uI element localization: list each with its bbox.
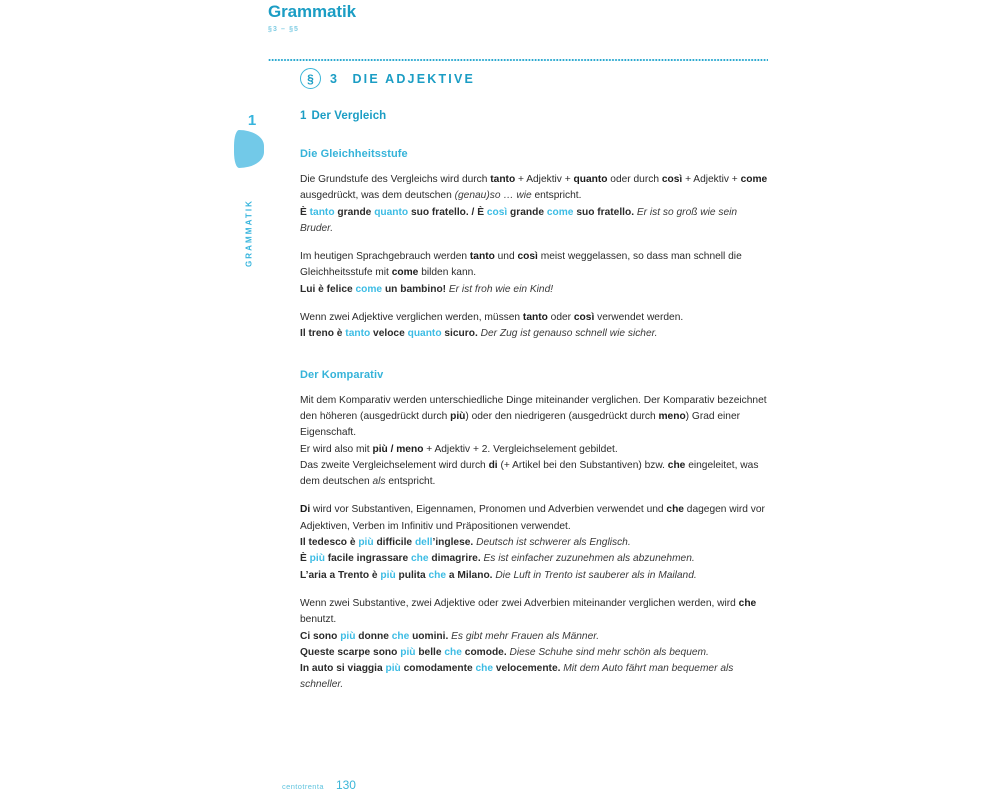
text-run: und xyxy=(494,251,518,263)
example-gleichheitsstufe-1 xyxy=(300,205,770,238)
highlighted-word: più xyxy=(385,663,401,675)
text-run: ) oder den niedrigeren (ausgedrückt durch xyxy=(465,410,659,422)
text-run: a Milano. xyxy=(446,569,496,581)
subsection-heading-gleichheitsstufe: Die Gleichheitsstufe xyxy=(300,148,408,160)
text-run: Wenn zwei Adjektive verglichen werden, müssen xyxy=(300,312,523,324)
highlighted-word: quanto xyxy=(407,328,442,340)
text-run: benutzt. xyxy=(300,614,337,626)
text-run: oder xyxy=(547,312,574,324)
text-run-bold: quanto xyxy=(573,174,608,185)
translation-text: Er ist so groß wie sein Bruder. xyxy=(300,206,738,234)
example-komparativ-6 xyxy=(300,661,770,694)
highlighted-word: che xyxy=(391,630,410,642)
chapter-heading xyxy=(300,68,475,89)
text-run-bold: di xyxy=(488,459,498,471)
text-run: + Adjektiv + xyxy=(515,174,574,185)
footer-page-word: centotrenta xyxy=(282,782,324,791)
text-run: entspricht. xyxy=(531,190,582,202)
paragraph-komparativ-1 xyxy=(300,393,770,442)
highlighted-word: quanto xyxy=(374,206,409,218)
side-tab-label-wrap xyxy=(232,178,266,288)
paragraph-gleichheitsstufe-2 xyxy=(300,249,770,282)
text-run: meist weggelassen, so dass man schnell die Gleichheitsstufe mit xyxy=(300,251,742,279)
text-run: Er wird also mit xyxy=(300,443,373,455)
translation-text: Es gibt mehr Frauen als Männer. xyxy=(451,630,600,642)
text-run: (+ Artikel bei den Substantiven) bzw. xyxy=(497,459,668,471)
highlighted-word: così xyxy=(486,206,508,218)
text-run-bold: meno xyxy=(396,443,424,455)
text-run-bold: / xyxy=(387,443,397,455)
translation-text: Diese Schuhe sind mehr schön als bequem. xyxy=(509,646,709,658)
text-run: velocemente. xyxy=(493,663,564,675)
text-run: Mit dem Komparativ werden unterschiedliche Dinge miteinander verglichen. Der Komparativ bezeichnet den höheren (ausgedrückt durch xyxy=(300,394,767,422)
paragraph-gleichheitsstufe-1 xyxy=(300,172,770,205)
text-run: Il treno è xyxy=(300,328,346,340)
text-run: suo fratello. xyxy=(573,206,637,218)
text-run: oder durch xyxy=(607,174,662,185)
dotted-divider xyxy=(268,59,768,61)
highlighted-word: più xyxy=(400,646,416,658)
text-run: facile ingrassare xyxy=(324,553,411,565)
translation-text: Mit dem Auto fährt man bequemer als schneller. xyxy=(300,663,734,691)
paragraph-komparativ-2 xyxy=(300,442,770,458)
text-run: sicuro. xyxy=(441,328,481,340)
page-title: Grammatik xyxy=(268,2,356,21)
example-komparativ-2 xyxy=(300,551,770,567)
text-run: dagegen wird vor Adjektiven, Verben im Infinitiv und Präpositionen verwendet. xyxy=(300,504,765,532)
text-run: dimagrire. xyxy=(428,553,484,565)
subsection-heading-komparativ: Der Komparativ xyxy=(300,368,384,381)
chapter-number: 3 xyxy=(330,71,338,86)
highlighted-word: dell xyxy=(414,537,433,549)
page-footer xyxy=(282,778,356,792)
text-run: donne xyxy=(355,630,392,642)
text-run: È xyxy=(300,206,310,218)
text-run: verwendet werden. xyxy=(594,312,684,324)
text-run-bold: tanto xyxy=(522,312,548,324)
text-run-italic: als xyxy=(372,476,386,488)
text-run: ’inglese. xyxy=(432,537,477,549)
text-run: Das zweite Vergleichselement wird durch xyxy=(300,459,489,471)
paragraph-komparativ-4 xyxy=(300,502,770,535)
highlighted-word: come xyxy=(355,283,383,295)
text-run: ) Grad einer Eigenschaft. xyxy=(300,410,741,439)
text-run-bold: tanto xyxy=(469,251,495,263)
text-run-bold: che xyxy=(738,597,757,609)
example-komparativ-5 xyxy=(300,645,770,661)
highlighted-word: più xyxy=(340,630,356,642)
text-run: È xyxy=(300,553,310,565)
translation-text: Es ist einfacher zuzunehmen als abzunehmen. xyxy=(483,553,695,565)
highlighted-word: che xyxy=(411,553,429,565)
text-run: veloce xyxy=(370,328,408,340)
text-run: ausgedrückt, was dem deutschen xyxy=(300,190,455,202)
side-tab-label: GRAMMATIK xyxy=(244,198,254,268)
text-run-bold: come xyxy=(391,267,419,279)
paragraph-komparativ-5 xyxy=(300,596,770,629)
paragraph-gleichheitsstufe-3 xyxy=(300,310,770,326)
text-run-italic: (genau)so … wie xyxy=(454,190,532,202)
highlighted-word: che xyxy=(475,663,494,675)
text-run: Il tedesco è xyxy=(300,537,359,549)
text-run: grande xyxy=(507,206,547,218)
text-run: L’aria a Trento è xyxy=(300,569,381,581)
text-run-bold: tanto xyxy=(490,174,516,185)
text-run: grande xyxy=(334,206,375,218)
running-head xyxy=(268,2,768,33)
paragraph-symbol-icon xyxy=(300,68,321,89)
text-run-bold: che xyxy=(666,504,684,516)
section-title-text: Der Vergleich xyxy=(311,110,387,122)
side-tab-halfcircle-shape xyxy=(234,130,264,168)
text-run: Ci sono xyxy=(300,630,341,642)
text-run: + Adjektiv + 2. Vergleichselement gebildet. xyxy=(423,443,618,455)
text-run: uomini. xyxy=(409,630,452,642)
text-run-bold: più xyxy=(372,443,388,455)
text-run: comodamente xyxy=(400,663,476,675)
example-komparativ-3 xyxy=(300,568,770,584)
text-run: bilden kann. xyxy=(418,267,477,279)
paragraph-range-label: §3 – §5 xyxy=(268,26,300,33)
paragraph-symbol-glyph: § xyxy=(307,71,314,86)
translation-text: Der Zug ist genauso schnell wie sicher. xyxy=(480,328,658,340)
translation-text: Deutsch ist schwerer als Englisch. xyxy=(476,537,631,549)
text-run: Lui è felice xyxy=(300,283,356,295)
text-run: un bambino! xyxy=(382,283,449,295)
example-gleichheitsstufe-3 xyxy=(300,326,770,342)
text-run: In auto si viaggia xyxy=(300,663,386,675)
paragraph-komparativ-3 xyxy=(300,458,770,491)
content-column xyxy=(300,110,770,694)
text-run: Im heutigen Sprachgebrauch werden xyxy=(300,251,470,263)
text-run: Die Grundstufe des Vergleichs wird durch xyxy=(300,174,491,185)
highlighted-word: più xyxy=(358,537,374,549)
highlighted-word: che xyxy=(444,646,462,658)
text-run-bold: che xyxy=(667,459,686,471)
footer-page-number: 130 xyxy=(335,778,356,792)
text-run: suo fratello. / È xyxy=(408,206,487,218)
highlighted-word: come xyxy=(546,206,574,218)
highlighted-word: che xyxy=(428,569,447,581)
highlighted-word: tanto xyxy=(309,206,335,218)
text-run: Queste scarpe sono xyxy=(300,646,401,658)
text-run-bold: come xyxy=(740,174,768,185)
translation-text: Er ist froh wie ein Kind! xyxy=(448,283,554,295)
chapter-title: DIE ADJEKTIVE xyxy=(352,71,476,86)
text-run-bold: così xyxy=(573,312,595,324)
side-tab-number: 1 xyxy=(247,112,257,129)
example-komparativ-4 xyxy=(300,629,770,645)
highlighted-word: tanto xyxy=(345,328,371,340)
text-run: belle xyxy=(415,646,445,658)
text-run: entspricht. xyxy=(385,476,436,488)
text-run-bold: più xyxy=(450,410,466,422)
text-run: pulita xyxy=(395,569,429,581)
text-run: Wenn zwei Substantive, zwei Adjektive oder zwei Adverbien miteinander verglichen werden, wird xyxy=(300,597,739,609)
text-run-bold: così xyxy=(517,251,538,263)
text-run: eingeleitet, was dem deutschen xyxy=(300,459,759,488)
text-run: difficile xyxy=(373,537,415,549)
text-run-bold: così xyxy=(661,174,683,185)
section-number: 1 xyxy=(300,110,307,122)
side-tab xyxy=(232,113,266,288)
text-run-bold: Di xyxy=(300,504,311,516)
text-run: wird vor Substantiven, Eigennamen, Pronomen und Adverbien verwendet und xyxy=(310,504,667,516)
example-gleichheitsstufe-2 xyxy=(300,282,770,298)
translation-text: Die Luft in Trento ist sauberer als in Mailand. xyxy=(495,569,697,581)
highlighted-word: più xyxy=(380,569,396,581)
text-run: comode. xyxy=(461,646,510,658)
text-run-bold: meno xyxy=(658,410,686,422)
example-komparativ-1 xyxy=(300,535,770,551)
highlighted-word: più xyxy=(309,553,325,565)
section-heading-vergleich xyxy=(300,110,770,122)
text-run: + Adjektiv + xyxy=(682,174,741,185)
